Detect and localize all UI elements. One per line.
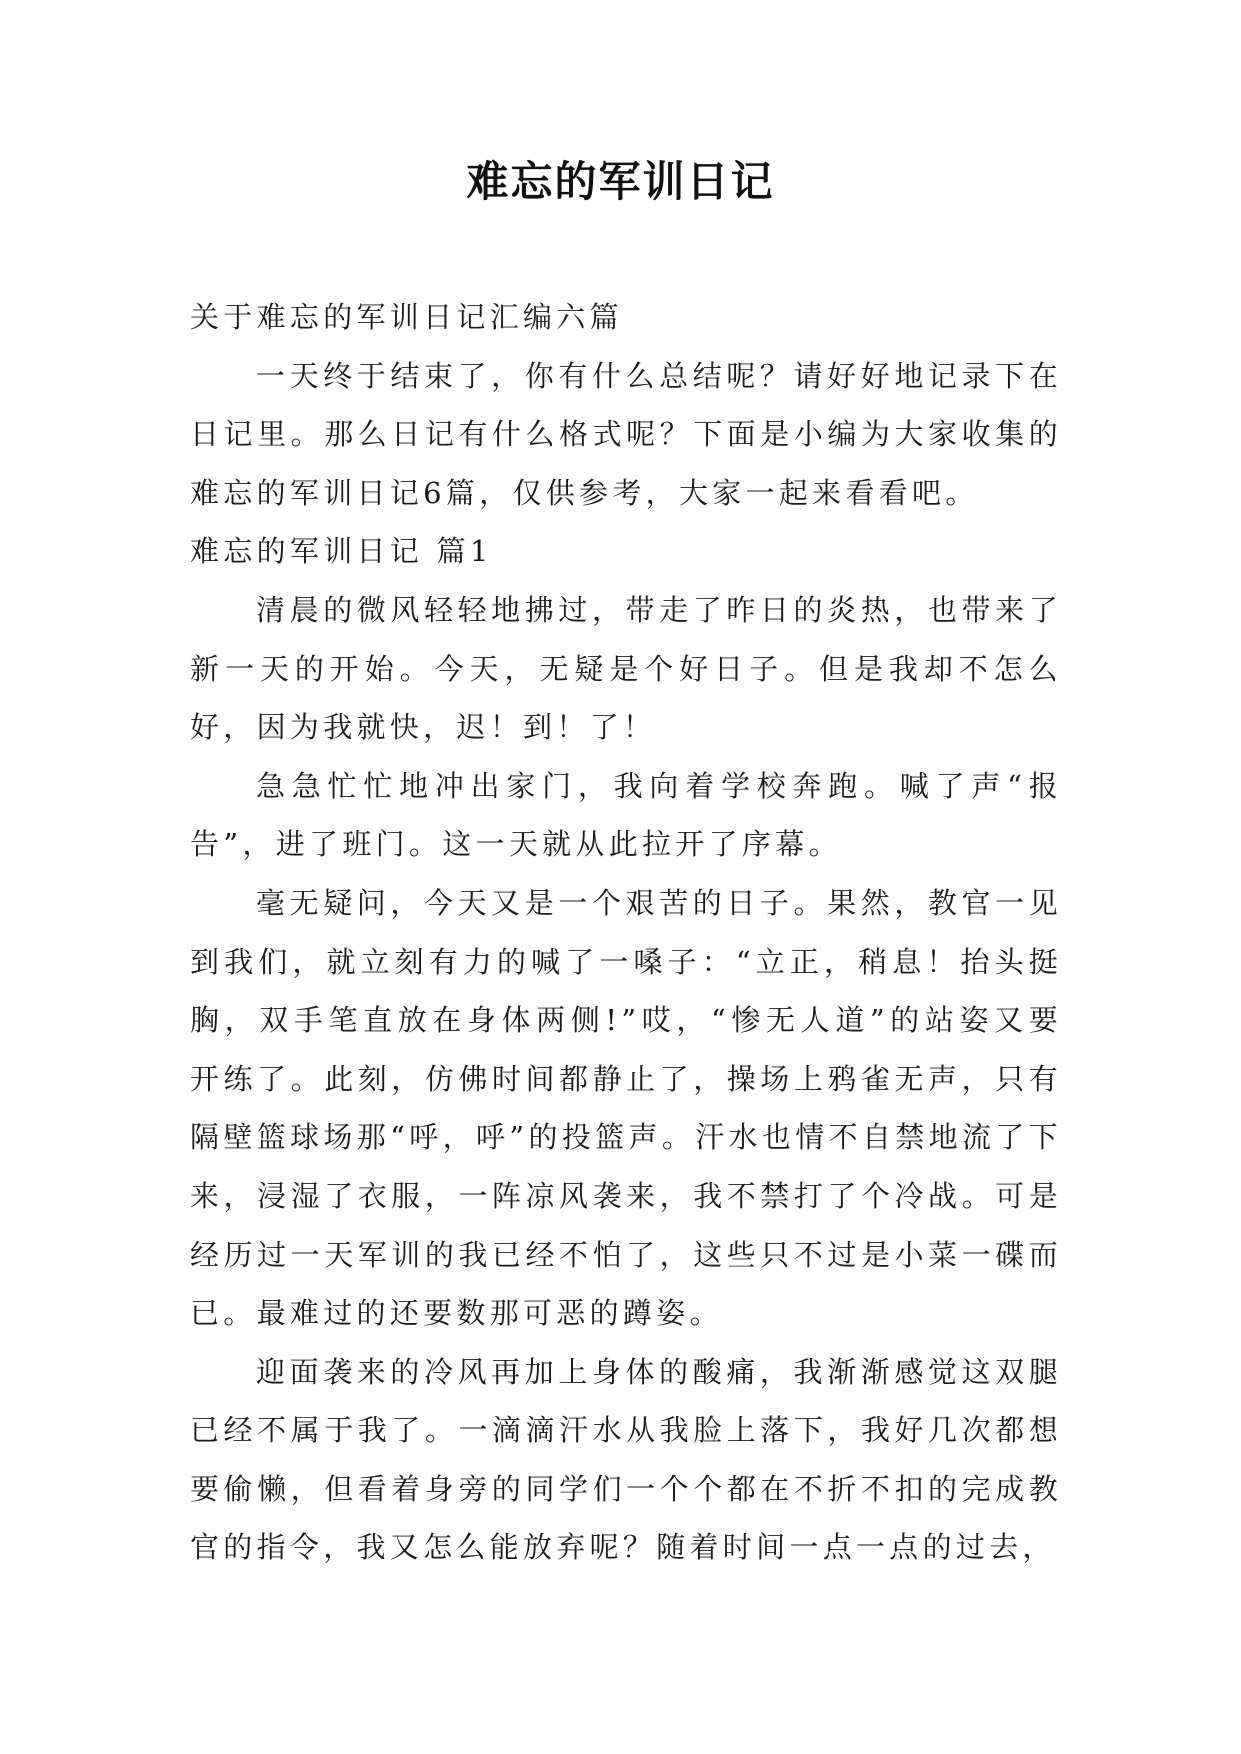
section-heading: 难忘的军训日记 篇1 bbox=[190, 534, 493, 569]
document-title: 难忘的军训日记 bbox=[466, 157, 775, 206]
body-paragraph-4: 迎面袭来的冷风再加上身体的酸痛，我渐渐感觉这双腿已经不属于我了。一滴滴汗水从我脸上落下，我好几次都想要偷懒，但看着身旁的同学们一个个都在不折不扣的完成教官的指令，我又怎么能放弃呢？随着时间一点一点的过去， bbox=[190, 1354, 1062, 1565]
body-paragraph-3: 毫无疑问，今天又是一个艰苦的日子。果然，教官一见到我们，就立刻有力的喊了一嗓子：“立正，稍息！抬头挺胸，双手笔直放在身体两侧!”哎，“惨无人道”的站姿又要开练了。此刻，仿佛时间都静止了，操场上鸦雀无声，只有隔壁篮球场那“呼，呼”的投篮声。汗水也情不自禁地流了下来，浸湿了衣服，一阵凉风袭来，我不禁打了个冷战。可是经历过一天军训的我已经不怕了，这些只不过是小菜一碟而已。最难过的还要数那可恶的蹲姿。 bbox=[190, 885, 1062, 1331]
document-body bbox=[190, 288, 1062, 1577]
intro-paragraph: 一天终于结束了，你有什么总结呢？请好好地记录下在日记里。那么日记有什么格式呢？下面是小编为大家收集的难忘的军训日记6篇，仅供参考，大家一起来看看吧。 bbox=[190, 358, 1062, 510]
body-paragraph-1: 清晨的微风轻轻地拂过，带走了昨日的炎热，也带来了新一天的开始。今天，无疑是个好日子。但是我却不怎么好，因为我就快，迟！到！了！ bbox=[190, 592, 1062, 745]
document-subtitle: 关于难忘的军训日记汇编六篇 bbox=[190, 300, 623, 334]
body-paragraph-2: 急急忙忙地冲出家门，我向着学校奔跑。喊了声“报告”，进了班门。这一天就从此拉开了序幕。 bbox=[190, 768, 1062, 862]
